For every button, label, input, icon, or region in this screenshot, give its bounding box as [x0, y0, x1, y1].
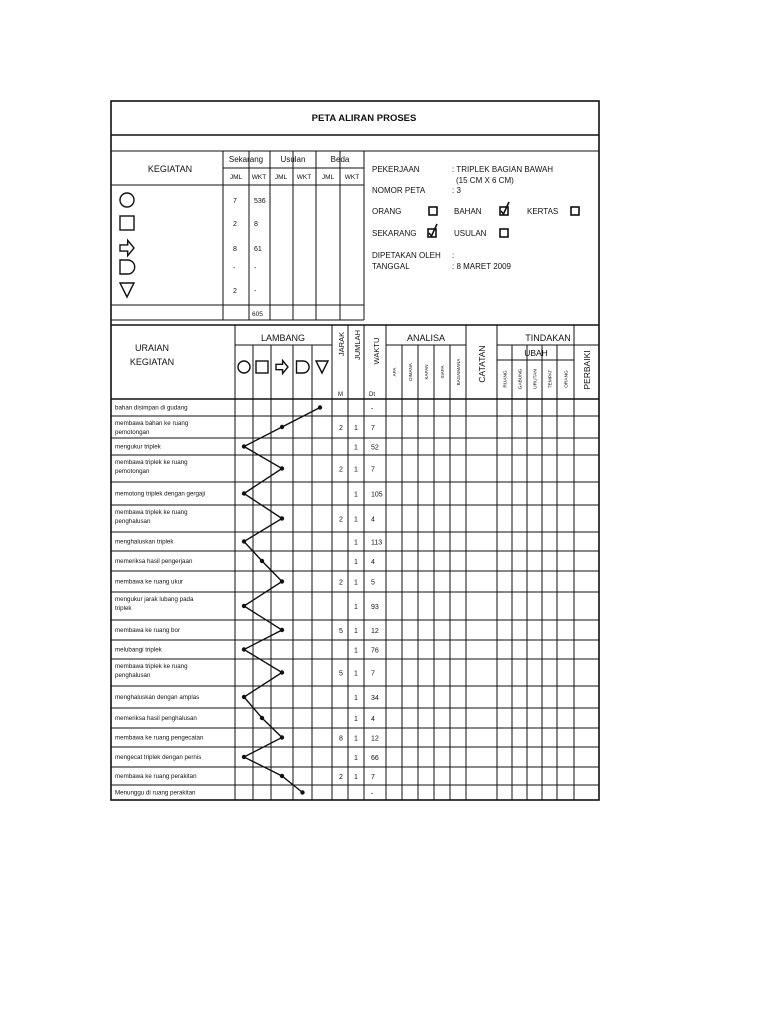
- activity-jumlah: 1: [354, 628, 358, 635]
- analisa-col-2: KAPAN: [424, 364, 429, 380]
- table-row: [115, 735, 379, 743]
- activity-description: pemotongan: [115, 429, 150, 436]
- activity-description: membawa ke ruang ukur: [115, 578, 184, 586]
- pekerjaan-value: : TRIPLEK BAGIAN BAWAH: [452, 165, 554, 174]
- summary-group-1: Usulan: [280, 155, 306, 164]
- delay-icon: [120, 260, 135, 274]
- ubah-col-0: RUANG: [503, 370, 509, 388]
- square-icon: [256, 361, 268, 373]
- table-row: [115, 420, 375, 436]
- activity-waktu: 105: [371, 491, 383, 499]
- activity-waktu: 93: [371, 604, 379, 611]
- activity-jarak: 2: [339, 516, 343, 524]
- summary-wkt-value: -: [254, 288, 257, 295]
- ubah-col-4: ORANG: [564, 370, 570, 388]
- arrow-icon: [276, 360, 288, 373]
- jarak-unit: M: [338, 392, 343, 398]
- activity-waktu: 7: [371, 425, 375, 432]
- flow-point: [242, 604, 246, 608]
- summary-jml-value: 2: [233, 288, 237, 295]
- activity-waktu: 7: [371, 774, 375, 781]
- activity-waktu: 4: [371, 559, 375, 566]
- activity-jarak: 2: [339, 579, 343, 587]
- activity-jumlah: 1: [354, 647, 358, 655]
- analisa-col-4: BAGAIMANA: [456, 358, 461, 386]
- analisa-col-3: SIAPA: [440, 365, 445, 379]
- nomor-peta-value: : 3: [452, 186, 461, 195]
- flow-point: [280, 628, 284, 632]
- kertas-checkbox[interactable]: [571, 207, 579, 215]
- waktu-unit: Dt: [369, 392, 375, 398]
- activity-jarak: 2: [339, 466, 343, 474]
- table-row: [115, 558, 375, 566]
- delay-icon: [297, 361, 310, 373]
- activity-waktu: 7: [371, 466, 375, 474]
- activity-description: memeriksa hasil penghalusan: [115, 715, 197, 722]
- activity-description: menghaluskan triplek: [115, 538, 174, 546]
- kertas-label: KERTAS: [527, 207, 559, 216]
- summary-subheader-5: WKT: [344, 174, 360, 181]
- summary-subheader-1: WKT: [251, 174, 267, 181]
- arrow-icon: [120, 240, 134, 255]
- table-row: [115, 509, 375, 525]
- activity-description: memotong triplek dengan gergaji: [115, 490, 206, 498]
- bahan-checkbox[interactable]: [500, 202, 509, 215]
- triangle-icon: [120, 283, 134, 297]
- activity-jarak: 2: [339, 774, 343, 781]
- summary-jml-value: 7: [233, 198, 237, 205]
- activity-jumlah: 1: [354, 755, 358, 762]
- nomor-peta-label: NOMOR PETA: [372, 186, 426, 195]
- activity-description: melubangi triplek: [115, 646, 162, 654]
- activity-description: membawa bahan ke ruang: [115, 420, 189, 427]
- activity-description: memeriksa hasil pengerjaan: [115, 558, 193, 565]
- flow-point: [280, 516, 284, 520]
- dipetakan-label: DIPETAKAN OLEH: [372, 251, 441, 260]
- activity-waktu: 34: [371, 695, 379, 702]
- summary-group-2: Beda: [330, 155, 350, 164]
- activity-waktu: 12: [371, 735, 379, 743]
- flow-point: [260, 559, 264, 563]
- orang-checkbox[interactable]: [429, 207, 437, 215]
- activity-jumlah: 1: [354, 539, 358, 547]
- form-title: PETA ALIRAN PROSES: [311, 113, 417, 124]
- analisa-col-0: APA: [392, 367, 397, 377]
- activity-waktu: 76: [371, 647, 379, 655]
- uraian-heading: URAIAN: [134, 343, 170, 353]
- activity-waktu: 7: [371, 670, 375, 678]
- summary-wkt-value: 536: [254, 198, 266, 205]
- analisa-heading: ANALISA: [406, 333, 446, 343]
- tindakan-heading: TINDAKAN: [525, 333, 571, 343]
- activity-jumlah: 1: [354, 444, 358, 452]
- ubah-col-2: URUTAN: [533, 369, 539, 389]
- usulan-checkbox-box: [500, 229, 508, 237]
- square-icon: [120, 216, 134, 230]
- pekerjaan-label: PEKERJAAN: [372, 165, 420, 174]
- jarak-heading: JARAK: [337, 331, 346, 357]
- tanggal-value: : 8 MARET 2009: [452, 262, 511, 271]
- activity-waktu: -: [371, 405, 374, 413]
- activity-jumlah: 1: [354, 466, 358, 474]
- catatan-heading: CATATAN: [477, 345, 487, 383]
- lambang-heading: LAMBANG: [260, 333, 306, 343]
- flow-point: [280, 774, 284, 778]
- flow-path-line: [244, 408, 320, 793]
- activity-jarak: 5: [339, 628, 343, 635]
- activity-description: mengukur triplek: [115, 443, 161, 451]
- orang-checkbox-box: [429, 207, 437, 215]
- summary-jml-value: 8: [233, 246, 237, 253]
- flow-point: [280, 735, 284, 739]
- kertas-checkbox-box: [571, 207, 579, 215]
- flow-point: [280, 579, 284, 583]
- activity-waktu: 4: [371, 716, 375, 723]
- analisa-col-1: DIMANA: [408, 363, 413, 381]
- flow-point: [242, 755, 246, 759]
- bahan-label: BAHAN: [454, 207, 482, 216]
- activity-jumlah: 1: [354, 579, 358, 587]
- summary-wkt-value: 8: [254, 221, 258, 228]
- activity-waktu: 66: [371, 755, 379, 762]
- activity-description: pemotongan: [115, 468, 150, 475]
- flow-point: [318, 405, 322, 409]
- waktu-heading: WAKTU: [372, 337, 381, 365]
- table-row: [115, 715, 375, 723]
- activity-description: bahan disimpan di gudang: [115, 404, 188, 412]
- tanggal-label: TANGGAL: [372, 262, 410, 271]
- summary-subheader-3: WKT: [296, 174, 312, 181]
- activity-jumlah: 1: [354, 425, 358, 432]
- activity-description: membawa triplek ke ruang: [115, 509, 188, 516]
- summary-jml-value: -: [233, 265, 236, 272]
- activity-jumlah: 1: [354, 695, 358, 702]
- activity-description: penghalusan: [115, 518, 151, 525]
- table-row: [115, 459, 375, 475]
- activity-description: mengukur jarak lubang pada: [115, 596, 194, 603]
- usulan-label: USULAN: [454, 229, 487, 238]
- activity-description: penghalusan: [115, 672, 151, 679]
- sekarang-label: SEKARANG: [372, 229, 417, 238]
- activity-jarak: 8: [339, 735, 343, 743]
- activity-jarak: 2: [339, 425, 343, 432]
- activity-description: triplek: [115, 605, 132, 612]
- dipetakan-value: :: [452, 251, 455, 260]
- ubah-heading: UBAH: [524, 348, 548, 358]
- pekerjaan-size: (15 CM X 6 CM): [456, 176, 514, 185]
- flow-point: [242, 444, 246, 448]
- flow-point: [280, 425, 284, 429]
- activity-description: membawa triplek ke ruang: [115, 663, 188, 670]
- table-row: [115, 773, 375, 781]
- summary-subheader-4: JML: [321, 174, 335, 181]
- summary-total-value: 605: [252, 311, 263, 318]
- summary-wkt-value: 61: [254, 246, 262, 253]
- flow-point: [242, 539, 246, 543]
- activity-description: Menunggu di ruang perakitan: [115, 789, 196, 797]
- activity-jumlah: 1: [354, 491, 358, 499]
- sekarang-checkbox[interactable]: [428, 224, 437, 237]
- activity-jumlah: 1: [354, 604, 358, 611]
- summary-group-0: Sekarang: [228, 155, 264, 164]
- activity-description: membawa triplek ke ruang: [115, 459, 188, 466]
- activity-jumlah: 1: [354, 670, 358, 678]
- summary-subheader-2: JML: [274, 174, 288, 181]
- kegiatan-subheading: KEGIATAN: [129, 357, 175, 367]
- orang-label: ORANG: [372, 207, 402, 216]
- triangle-icon: [316, 361, 328, 373]
- activity-waktu: 12: [371, 628, 379, 635]
- summary-jml-value: 2: [233, 221, 237, 228]
- table-row: [115, 579, 375, 587]
- flow-point: [260, 716, 264, 720]
- table-row: [115, 790, 374, 798]
- activity-waktu: 52: [371, 444, 379, 452]
- table-row: [115, 663, 375, 679]
- activity-waktu: 113: [371, 539, 383, 547]
- flow-point: [300, 790, 304, 794]
- kegiatan-heading: KEGIATAN: [147, 164, 193, 174]
- activity-description: menghaluskan dengan amplas: [115, 694, 200, 701]
- activity-jumlah: 1: [354, 774, 358, 781]
- activity-waktu: 4: [371, 516, 375, 524]
- activity-description: membawa ke ruang perakitan: [115, 773, 197, 780]
- ubah-col-3: TEMPAT: [548, 369, 554, 389]
- activity-jarak: 5: [339, 670, 343, 678]
- activity-description: mengecat triplek dengan pernis: [115, 754, 202, 761]
- activity-jumlah: 1: [354, 559, 358, 566]
- table-row: [115, 539, 382, 547]
- table-row: [115, 405, 374, 413]
- activity-jumlah: 1: [354, 716, 358, 723]
- table-row: [115, 627, 379, 635]
- flow-point: [242, 491, 246, 495]
- activity-description: membawa ke ruang pengecatan: [115, 734, 204, 742]
- flow-point: [280, 670, 284, 674]
- activity-jumlah: 1: [354, 735, 358, 743]
- usulan-checkbox[interactable]: [500, 229, 508, 237]
- flow-point: [242, 647, 246, 651]
- activity-waktu: -: [371, 790, 374, 798]
- circle-icon: [120, 193, 134, 207]
- ubah-col-1: GABUNG: [518, 368, 524, 390]
- activity-description: membawa ke ruang bor: [115, 627, 181, 634]
- flow-point: [280, 466, 284, 470]
- jumlah-heading: JUMLAH: [353, 329, 362, 361]
- circle-icon: [238, 361, 250, 373]
- activity-jumlah: 1: [354, 516, 358, 524]
- summary-wkt-value: -: [254, 265, 257, 272]
- summary-subheader-0: JML: [229, 174, 243, 181]
- flow-point: [242, 695, 246, 699]
- activity-waktu: 5: [371, 579, 375, 587]
- perbaiki-heading: PERBAIKI: [582, 350, 592, 390]
